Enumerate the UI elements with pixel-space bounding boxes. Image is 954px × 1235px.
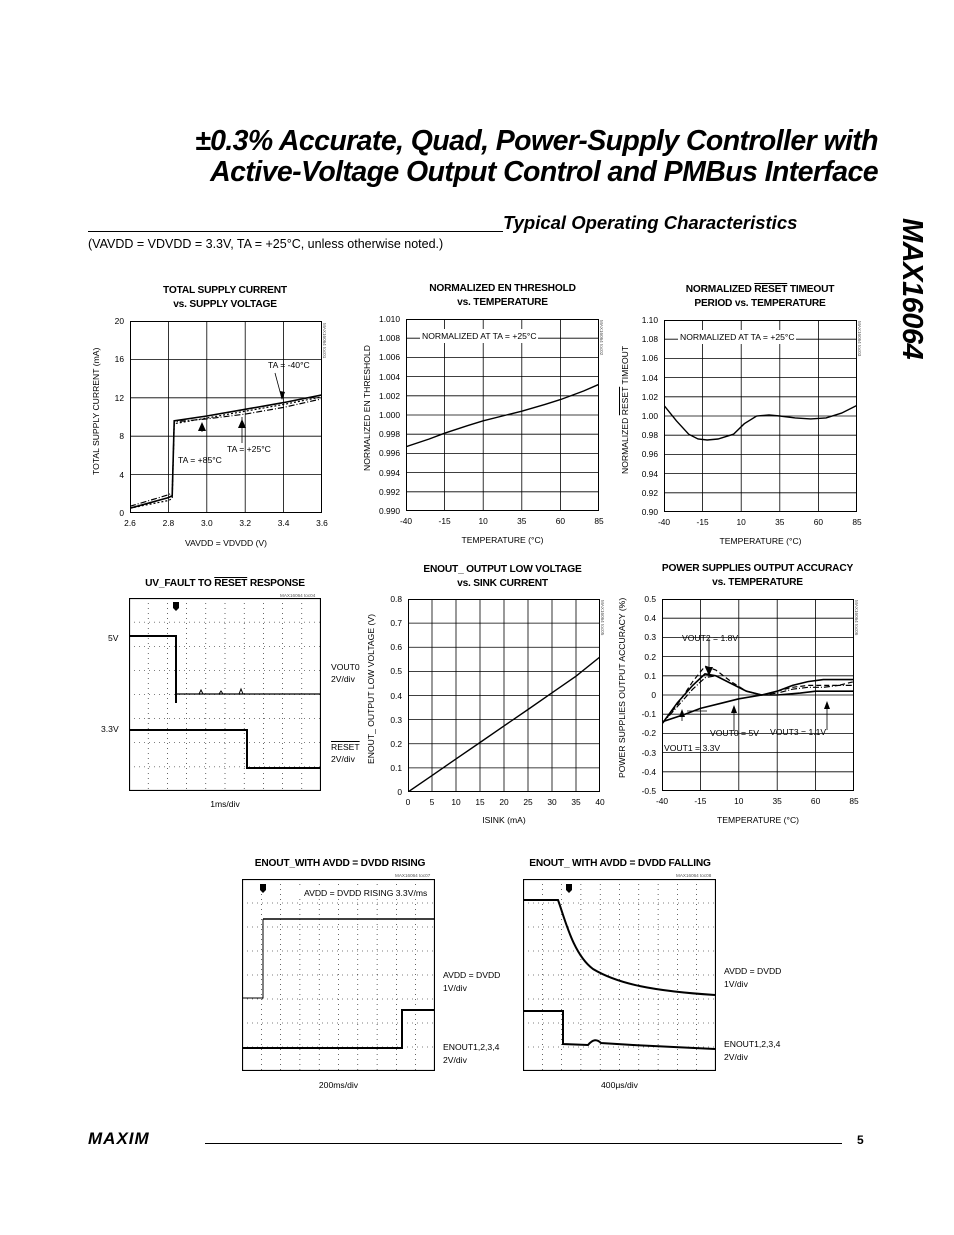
- chart1-ylabel: TOTAL SUPPLY CURRENT (mA): [91, 347, 101, 475]
- chart2-note: NORMALIZED AT TA = +25°C: [422, 331, 537, 341]
- series-line: [130, 395, 322, 508]
- chart6-title: POWER SUPPLIES OUTPUT ACCURACY vs. TEMPERATURE: [661, 563, 854, 588]
- y-tick-label: 1.006: [379, 352, 400, 363]
- y-tick-label: 0.5: [644, 594, 656, 604]
- y-tick-label: 1.008: [379, 333, 400, 344]
- y-tick-label: 0.1: [644, 670, 656, 681]
- page-number: 5: [857, 1133, 864, 1147]
- chart1-plot: [130, 321, 322, 513]
- y-tick-label: 0.4: [390, 690, 402, 701]
- y-tick-label: -0.1: [641, 709, 656, 720]
- chart7-title: ENOUT_WITH AVDD = DVDD RISING: [254, 858, 426, 869]
- x-tick-label: -15: [694, 796, 707, 806]
- chart7-code: MAX16064 toc07: [395, 873, 431, 878]
- x-tick-label: 5: [429, 797, 435, 807]
- chart4-trace1-scale: 2V/div: [331, 674, 355, 684]
- y-tick-label: 1.002: [379, 390, 400, 401]
- chart6-series-vout0: VOUT0 = 5V: [710, 728, 759, 738]
- y-tick-label: -0.5: [641, 786, 656, 796]
- y-tick-label: -0.4: [641, 766, 656, 777]
- y-tick-label: 0.998: [379, 429, 400, 440]
- x-tick-label: 15: [475, 797, 485, 807]
- x-tick-label: -40: [655, 796, 669, 806]
- x-tick-label: 85: [852, 517, 862, 527]
- page-title-line-1: ±0.3% Accurate, Quad, Power-Supply Controller with: [195, 125, 878, 157]
- y-tick-label: 0.98: [641, 430, 658, 441]
- chart2-code: MAX16064 toc02: [599, 320, 604, 356]
- chart1-code: MAX16064 toc01: [322, 323, 327, 359]
- y-tick-label: 0.5: [390, 666, 402, 677]
- chart1-annotation-p85: TA = +85°C: [178, 455, 222, 465]
- chart4-trace1-name: VOUT0: [331, 662, 360, 672]
- chart3-plot: [664, 320, 857, 512]
- x-tick-label: 35: [571, 797, 581, 807]
- y-tick-label: 1.004: [379, 371, 400, 382]
- x-tick-label: 3.2: [239, 518, 252, 528]
- x-tick-label: 20: [499, 797, 509, 807]
- y-tick-label: 0.996: [379, 448, 400, 459]
- x-tick-label: 85: [594, 516, 604, 526]
- x-tick-label: 25: [523, 797, 533, 807]
- x-tick-label: 30: [547, 797, 557, 807]
- x-tick-label: -40: [399, 516, 413, 526]
- y-tick-label: 8: [119, 431, 124, 442]
- x-tick-label: 60: [810, 796, 821, 806]
- chart3-ylabel: NORMALIZED RESET TIMEOUT: [620, 345, 630, 474]
- y-tick-label: 1.04: [641, 372, 658, 383]
- y-tick-label: 0.1: [390, 762, 402, 773]
- y-tick-label: 1.00: [641, 411, 658, 421]
- chart7-timebase: 200ms/div: [318, 1080, 359, 1090]
- chart5-title: ENOUT_ OUTPUT LOW VOLTAGE vs. SINK CURRENT: [423, 564, 582, 589]
- x-tick-label: 10: [451, 797, 461, 807]
- chart8-trace2-name: ENOUT1,2,3,4: [724, 1039, 781, 1049]
- chart4-level-3v3: 3.3V: [101, 724, 119, 734]
- y-tick-label: 12: [114, 392, 124, 403]
- chart4-timebase: 1ms/div: [210, 799, 240, 809]
- chart5-code: MAX16064 toc05: [600, 600, 605, 636]
- x-tick-label: 2.8: [162, 518, 175, 528]
- y-tick-label: 0: [119, 508, 124, 518]
- y-tick-label: 4: [119, 469, 124, 480]
- chart7-trace2-name: ENOUT1,2,3,4: [443, 1042, 500, 1052]
- chart2-xlabel: TEMPERATURE (°C): [461, 535, 544, 545]
- y-tick-label: 0.994: [379, 467, 400, 478]
- x-tick-label: 0: [405, 797, 411, 807]
- maxim-logo: [88, 1129, 200, 1147]
- x-tick-label: -15: [696, 517, 709, 527]
- chart2-plot: [406, 319, 599, 511]
- y-tick-label: 0.2: [644, 651, 656, 662]
- x-tick-label: 3.6: [316, 518, 328, 528]
- chart6-series-vout2: VOUT2 = 1.8V: [682, 633, 739, 643]
- x-tick-label: 3.0: [200, 518, 213, 528]
- series-line: [406, 384, 599, 446]
- y-tick-label: 0.990: [379, 506, 400, 516]
- y-tick-label: 0.3: [644, 632, 656, 643]
- chart4-level-5v: 5V: [108, 633, 119, 643]
- chart8-trace1-scale: 1V/div: [724, 979, 748, 989]
- chart3-code: MAX16064 toc03: [857, 321, 862, 357]
- footer-rule: [205, 1143, 842, 1144]
- chart6-series-vout1: VOUT1 = 3.3V: [664, 743, 721, 753]
- chart4-code: MAX16064 toc04: [280, 593, 316, 598]
- chart8-title: ENOUT_ WITH AVDD = DVDD FALLING: [529, 858, 711, 869]
- chart6-xlabel: TEMPERATURE (°C): [716, 815, 800, 825]
- x-tick-label: 85: [849, 796, 859, 806]
- y-tick-label: 0.94: [641, 468, 658, 479]
- section-rule: [88, 231, 503, 232]
- chart1-title: TOTAL SUPPLY CURRENT vs. SUPPLY VOLTAGE: [163, 285, 287, 310]
- chart2-title: NORMALIZED EN THRESHOLD vs. TEMPERATURE: [429, 283, 576, 308]
- x-tick-label: 10: [478, 516, 488, 526]
- chart8-scope: [523, 879, 716, 1071]
- side-part-number: MAX16064: [896, 218, 928, 360]
- x-tick-label: 60: [555, 516, 566, 526]
- chart8-timebase: 400μs/div: [601, 1080, 638, 1090]
- svg-text:MAXIM: MAXIM: [88, 1129, 150, 1147]
- y-tick-label: -0.2: [641, 728, 656, 739]
- chart7-scope: [242, 879, 435, 1071]
- chart5-ylabel: ENOUT_ OUTPUT LOW VOLTAGE (V): [366, 614, 376, 764]
- chart6-ylabel: POWER SUPPLIES OUTPUT ACCURACY (%): [617, 597, 627, 778]
- chart1-xlabel: VAVDD = VDVDD (V): [184, 538, 268, 548]
- y-tick-label: 0.90: [641, 507, 658, 517]
- chart2-ylabel: NORMALIZED EN THRESHOLD: [362, 345, 372, 471]
- x-tick-label: 35: [775, 517, 785, 527]
- y-tick-label: 0.92: [641, 487, 658, 498]
- y-tick-label: 1.06: [641, 353, 658, 364]
- chart7-trace1-name: AVDD = DVDD: [443, 970, 501, 980]
- section-title: Typical Operating Characteristics: [503, 212, 798, 233]
- y-tick-label: 0.992: [379, 486, 400, 497]
- y-tick-label: 0.2: [390, 738, 402, 749]
- x-tick-label: 3.4: [277, 518, 290, 528]
- x-tick-label: 40: [595, 797, 605, 807]
- y-tick-label: -0.3: [641, 747, 656, 758]
- chart7-trace2-scale: 2V/div: [443, 1055, 467, 1065]
- x-tick-label: 10: [736, 517, 746, 527]
- chart3-note: NORMALIZED AT TA = +25°C: [680, 332, 795, 342]
- y-tick-label: 0.3: [390, 714, 402, 725]
- chart8-code: MAX16064 toc08: [676, 873, 712, 878]
- chart3-title: NORMALIZED RESET TIMEOUT PERIOD vs. TEMPERATURE: [685, 284, 835, 309]
- chart7-note: AVDD = DVDD RISING 3.3V/ms: [304, 888, 428, 898]
- x-tick-label: -15: [438, 516, 451, 526]
- chart4-trace2-scale: 2V/div: [331, 754, 355, 764]
- x-tick-label: 2.6: [124, 518, 136, 528]
- y-tick-label: 0.96: [641, 449, 658, 460]
- page-title-line-2: Active-Voltage Output Control and PMBus Interface: [210, 156, 878, 188]
- chart7-trace1-scale: 1V/div: [443, 983, 467, 993]
- series-line: [662, 676, 854, 724]
- y-tick-label: 1.10: [641, 315, 658, 325]
- y-tick-label: 16: [114, 354, 124, 365]
- y-tick-label: 1.02: [641, 391, 658, 402]
- chart5-xlabel: ISINK (mA): [482, 815, 526, 825]
- y-tick-label: 0: [397, 787, 402, 797]
- x-tick-label: 35: [772, 796, 782, 806]
- y-tick-label: 0: [651, 690, 656, 700]
- series-line: [662, 674, 854, 724]
- y-tick-label: 0.7: [390, 618, 402, 629]
- y-tick-label: 0.4: [644, 613, 656, 624]
- y-tick-label: 1.000: [379, 410, 400, 420]
- x-tick-label: -40: [657, 517, 671, 527]
- chart6-code: MAX16064 toc06: [854, 600, 859, 636]
- chart3-xlabel: TEMPERATURE (°C): [719, 536, 802, 546]
- chart1-annotation-p25: TA = +25°C: [227, 444, 271, 454]
- y-tick-label: 1.08: [641, 334, 658, 345]
- series-line: [130, 399, 322, 507]
- chart8-trace1-name: AVDD = DVDD: [724, 966, 782, 976]
- chart8-trace2-scale: 2V/div: [724, 1052, 748, 1062]
- chart4-trace2-name: RESET: [331, 742, 360, 752]
- chart4-scope: [129, 598, 321, 791]
- y-tick-label: 1.010: [379, 314, 400, 324]
- x-tick-label: 60: [813, 517, 824, 527]
- test-conditions: (VAVDD = VDVDD = 3.3V, TA = +25°C, unless otherwise noted.): [88, 237, 444, 251]
- series-line: [130, 397, 322, 508]
- x-tick-label: 35: [517, 516, 527, 526]
- chart6-plot: [662, 599, 854, 791]
- y-tick-label: 20: [114, 316, 124, 326]
- x-tick-label: 10: [734, 796, 744, 806]
- y-tick-label: 0.6: [390, 642, 402, 653]
- chart4-title: UV_FAULT TO RESET RESPONSE: [145, 578, 305, 589]
- chart1-annotation-m40: TA = -40°C: [268, 360, 310, 370]
- chart5-plot: [408, 599, 600, 792]
- y-tick-label: 0.8: [390, 594, 402, 604]
- chart6-series-vout3: VOUT3 = 1.1V: [770, 727, 827, 737]
